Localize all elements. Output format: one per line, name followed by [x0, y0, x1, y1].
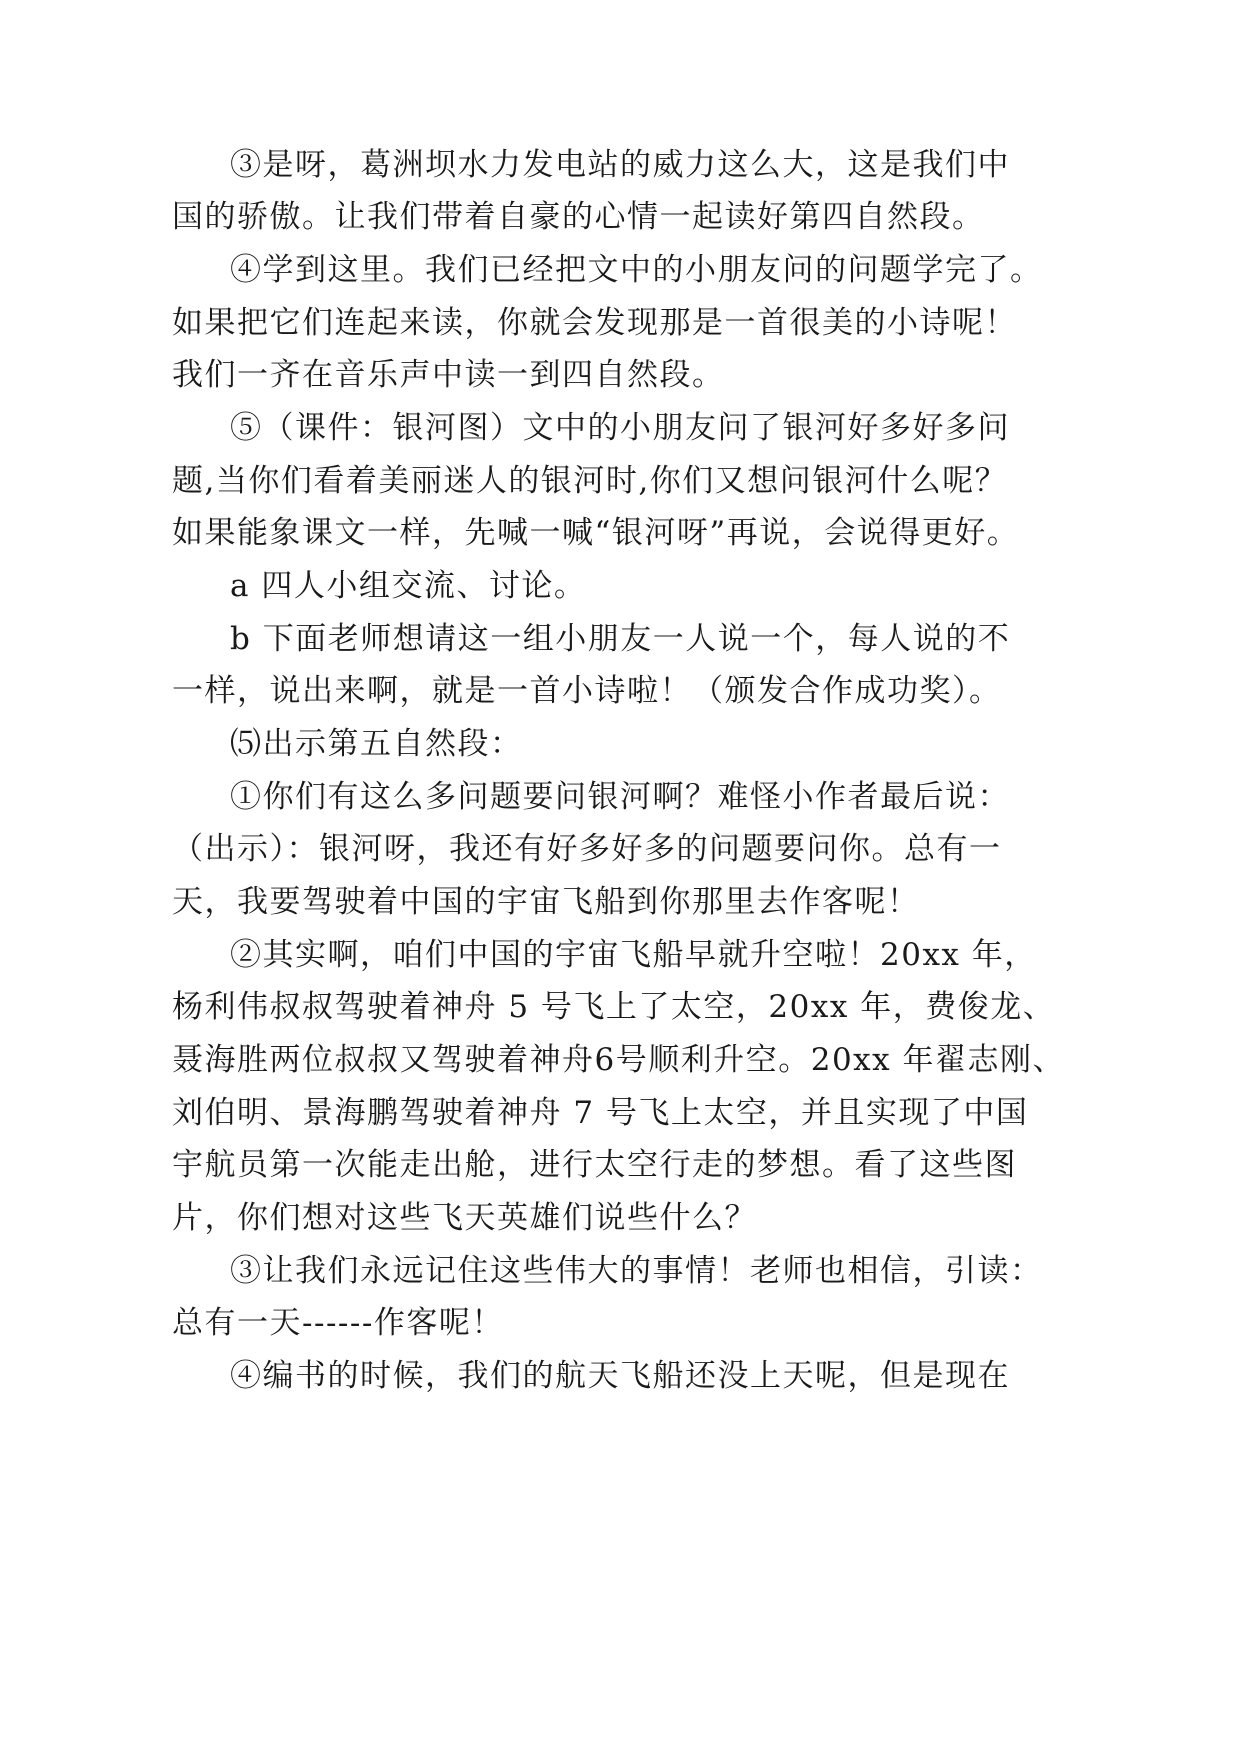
text-line: （出示）：银河呀，我还有好多好多的问题要问你。总有一: [172, 831, 1002, 867]
text-line: 一样，说出来啊，就是一首小诗啦！（颁发合作成功奖）。: [172, 673, 1002, 709]
text-line: 刘伯明、景海鹏驾驶着神舟 7 号飞上太空，并且实现了中国: [172, 1095, 1029, 1131]
text-line: ⑸出示第五自然段：: [230, 726, 523, 762]
text-line: 聂海胜两位叔叔又驾驶着神舟6号顺利升空。20xx 年翟志刚、: [172, 1042, 1065, 1078]
text-line: ③让我们永远记住这些伟大的事情！老师也相信，引读：: [230, 1253, 1043, 1289]
text-line: 我们一齐在音乐声中读一到四自然段。: [172, 357, 725, 393]
text-line: 片，你们想对这些飞天英雄们说些什么？: [172, 1200, 757, 1236]
text-line: a 四人小组交流、讨论。: [230, 568, 587, 604]
text-line: ①你们有这么多问题要问银河啊？难怪小作者最后说：: [230, 779, 1010, 815]
text-line: ⑤（课件：银河图）文中的小朋友问了银河好多好多问: [230, 410, 1010, 446]
text-line: ②其实啊，咱们中国的宇宙飞船早就升空啦！20xx 年，: [230, 937, 1037, 973]
text-line: b 下面老师想请这一组小朋友一人说一个，每人说的不: [230, 621, 1011, 657]
text-line: 如果能象课文一样，先喊一喊“银河呀”再说，会说得更好。: [172, 515, 1020, 551]
text-line: ④编书的时候，我们的航天飞船还没上天呢，但是现在: [230, 1358, 1010, 1394]
text-line: 如果把它们连起来读，你就会发现那是一首很美的小诗呢！: [172, 305, 1017, 341]
text-line: 国的骄傲。让我们带着自豪的心情一起读好第四自然段。: [172, 199, 985, 235]
text-line: 天，我要驾驶着中国的宇宙飞船到你那里去作客呢！: [172, 884, 920, 920]
text-line: ④学到这里。我们已经把文中的小朋友问的问题学完了。: [230, 252, 1043, 288]
text-line: 题,当你们看着美丽迷人的银河时,你们又想问银河什么呢？: [172, 463, 1008, 499]
text-line: 总有一天------作客呢！: [172, 1305, 504, 1341]
text-line: 宇航员第一次能走出舱，进行太空行走的梦想。看了这些图: [172, 1147, 1017, 1183]
text-line: 杨利伟叔叔驾驶着神舟 5 号飞上了太空，20xx 年，费俊龙、: [172, 989, 1056, 1025]
text-line: ③是呀，葛洲坝水力发电站的威力这么大，这是我们中: [230, 147, 1010, 183]
